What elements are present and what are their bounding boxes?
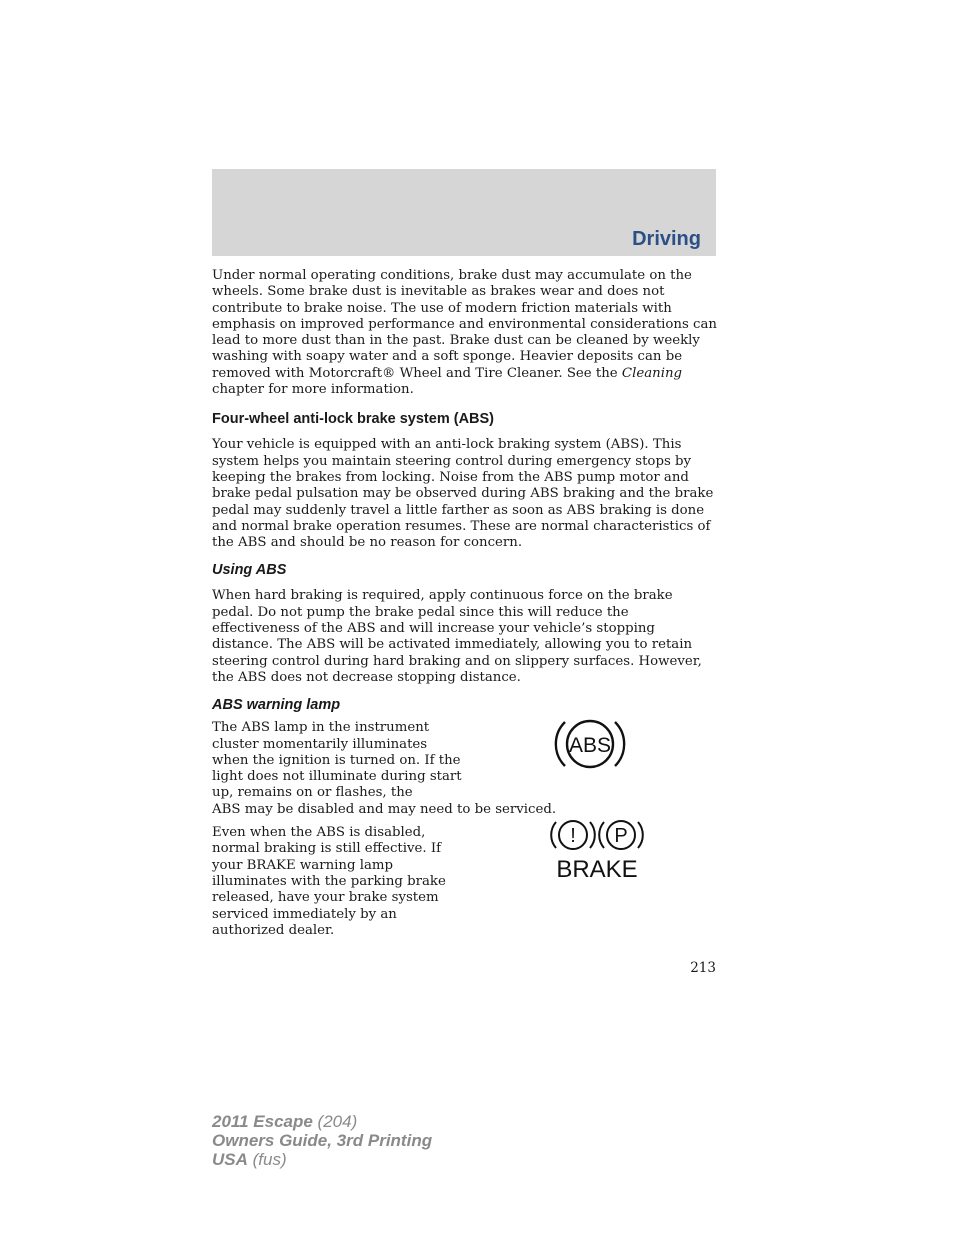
abs-lamp-paragraph-end: ABS may be disabled and may need to be serviced. bbox=[212, 801, 557, 817]
brake-dust-paragraph bbox=[212, 268, 717, 398]
parking-p-icon: P bbox=[614, 825, 628, 848]
abs-intro-paragraph: Your vehicle is equipped with an anti-lock braking system (ABS). This system helps you maintain steering control during emergency stops by keeping the brakes from locking. Noise from the ABS pump motor and brake pedal pulsation may be observed during ABS braking and the brake pedal may suddenly travel a little farther as soon as ABS braking is done and normal brake operation resumes. These are normal characteristics of the ABS and should be no reason for concern. bbox=[212, 437, 714, 551]
abs-lamp-paragraph: The ABS lamp in the instrument cluster momentarily illuminates when the ignition is turned on. If the light does not illuminate during start up, remains on or flashes, the bbox=[212, 720, 462, 801]
brake-lamp-paragraph bbox=[212, 825, 452, 939]
brake-dust-text-end: chapter for more information. bbox=[212, 382, 414, 398]
brake-warning-icon bbox=[550, 819, 644, 885]
abs-warning-icon bbox=[552, 712, 628, 776]
cleaning-chapter-ref: Cleaning bbox=[621, 365, 683, 381]
using-abs-paragraph: When hard braking is required, apply continuous force on the brake pedal. Do not pump the brake pedal since this will reduce the effectiveness of the ABS and will increase your vehicle’s stopping distance. The ABS will be activated immediately, allowing you to retain steering control during hard braking and on slippery surfaces. However, the ABS does not decrease stopping distance. bbox=[212, 588, 702, 685]
brake-lamp-block bbox=[212, 825, 717, 939]
footer-region: USA bbox=[212, 1150, 248, 1169]
abs-icon-label: ABS bbox=[568, 734, 612, 758]
footer-edition: Owners Guide, 3rd Printing bbox=[212, 1131, 433, 1150]
page-number: 213 bbox=[690, 960, 716, 976]
brake-exclamation-icon: ! bbox=[570, 825, 576, 848]
page-content bbox=[212, 268, 717, 939]
footer-model-code: (204) bbox=[312, 1112, 358, 1131]
footer-model: 2011 Escape bbox=[212, 1112, 313, 1131]
section-header bbox=[212, 169, 716, 256]
brake-lamp-text: Even when the ABS is disabled, normal braking is still effective. If your BRAKE warning lamp illuminates with the parking brake released, have your brake system serviced immediately by an authorized dealer. bbox=[212, 825, 446, 938]
abs-warning-lamp-heading: ABS warning lamp bbox=[212, 697, 341, 714]
abs-heading: Four-wheel anti-lock brake system (ABS) bbox=[212, 411, 495, 428]
abs-lamp-block bbox=[212, 720, 717, 818]
document-footer bbox=[212, 1112, 432, 1169]
footer-region-code: (fus) bbox=[247, 1150, 287, 1169]
brake-dust-text: Under normal operating conditions, brake dust may accumulate on the wheels. Some brake dust is inevitable as brakes wear and does not contribute to brake noise. The use of modern friction materials with emphasis on improved performance and environmental considerations can lead to more dust than in the past. Brake dust can be cleaned by weekly washing with soapy water and a soft sponge. Heavier deposits can be removed with Motorcraft® Wheel and Tire Cleaner. See the bbox=[212, 268, 717, 381]
using-abs-heading: Using ABS bbox=[212, 562, 287, 579]
brake-icon-label: BRAKE bbox=[556, 856, 638, 884]
section-title: Driving bbox=[632, 228, 701, 250]
